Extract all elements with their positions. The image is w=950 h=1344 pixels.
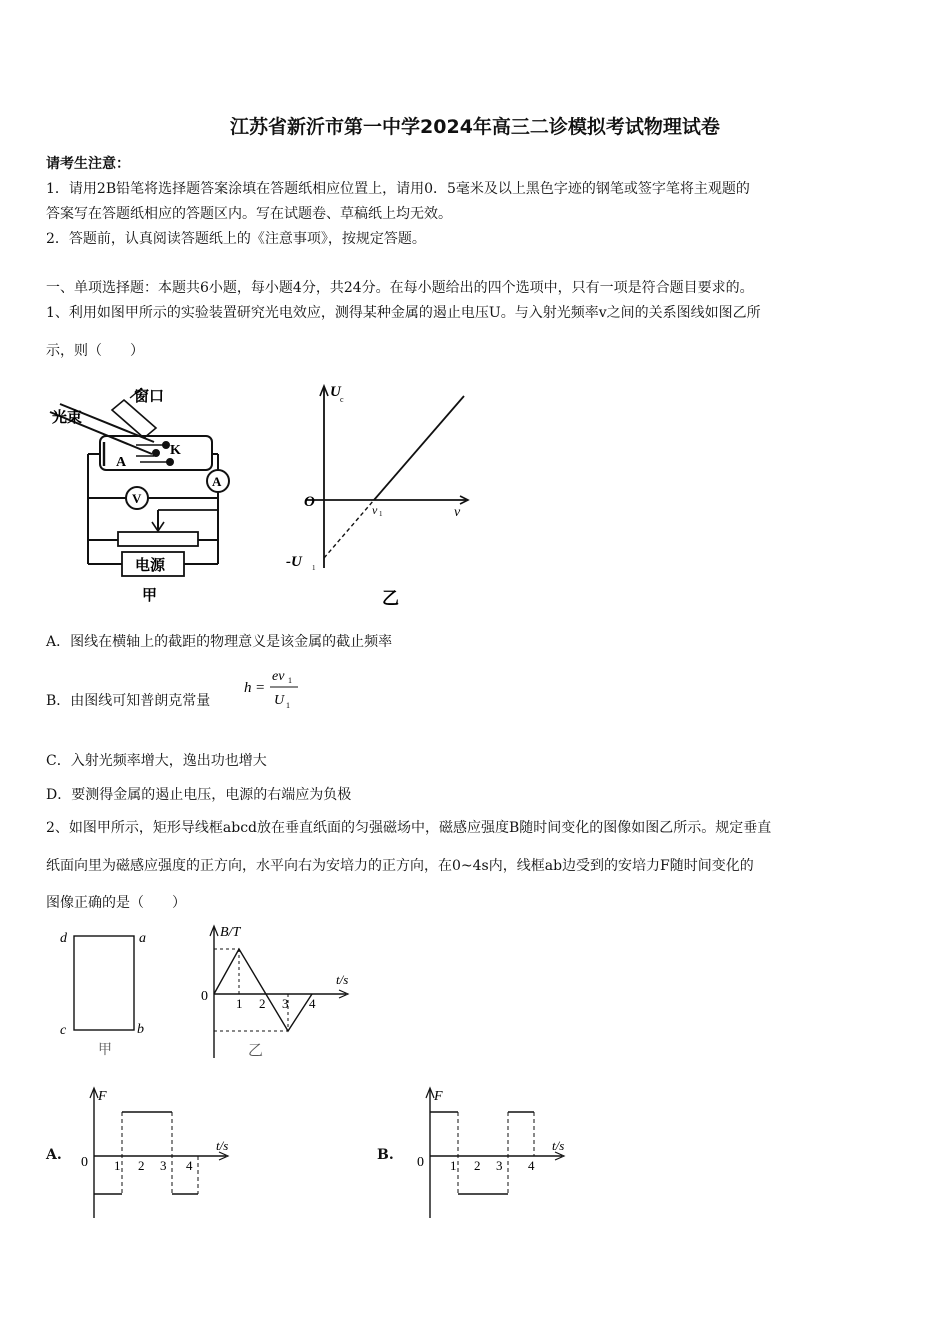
notice-line-2: 答案写在答题纸相应的答题区内。写在试题卷、草稿纸上均无效。 xyxy=(46,206,452,222)
q2-stem-line-1: 2、如图甲所示，矩形导线框abcd放在垂直纸面的匀强磁场中，磁感应强度B随时间变化的图像如图乙所示。规定垂直 xyxy=(46,820,772,836)
svg-text:t/s: t/s xyxy=(336,972,349,987)
label-Uc: U xyxy=(330,384,341,400)
q1-option-B: B．由图线可知普朗克常量 xyxy=(46,693,211,709)
loop-abcd xyxy=(74,936,134,1030)
svg-text:4: 4 xyxy=(186,1158,193,1173)
svg-text:=: = xyxy=(256,680,265,696)
label-window: 窗口 xyxy=(134,389,165,405)
rheostat xyxy=(118,532,198,546)
svg-text:b: b xyxy=(137,1022,144,1037)
q2-option-B-label: B. xyxy=(377,1147,394,1163)
svg-text:t/s: t/s xyxy=(216,1138,229,1153)
label-v-axis: v xyxy=(454,505,461,520)
q1-stem-line-1: 1、利用如图甲所示的实验装置研究光电效应，测得某种金属的遏止电压U。与入射光频率v之间的关系图线如图乙所 xyxy=(46,305,761,321)
notice-heading: 请考生注意： xyxy=(46,156,130,172)
svg-text:2: 2 xyxy=(474,1158,481,1173)
q1-option-B-formula xyxy=(242,664,304,716)
caption-jia: 甲 xyxy=(142,588,158,604)
svg-text:3: 3 xyxy=(496,1158,503,1173)
graph-line-extension xyxy=(324,500,374,558)
svg-text:3: 3 xyxy=(160,1158,167,1173)
svg-text:d: d xyxy=(60,931,67,946)
label-source: 电源 xyxy=(135,558,166,574)
svg-text:F: F xyxy=(98,1089,107,1104)
svg-text:h: h xyxy=(244,680,252,696)
q1-stem-line-2: 示，则（ ） xyxy=(46,343,144,359)
svg-text:甲: 甲 xyxy=(98,1043,112,1058)
label-K: K xyxy=(170,443,181,458)
svg-text:1: 1 xyxy=(450,1158,457,1173)
label-origin: O xyxy=(304,494,315,510)
svg-text:ev: ev xyxy=(272,669,285,684)
svg-text:乙: 乙 xyxy=(248,1043,264,1059)
q2-option-B-graph xyxy=(412,1084,582,1222)
svg-text:1: 1 xyxy=(236,996,243,1011)
svg-text:1: 1 xyxy=(286,701,290,710)
label-neg-U1-sub: 1 xyxy=(312,564,316,572)
label-neg-U1: -U xyxy=(286,554,302,570)
svg-text:c: c xyxy=(60,1023,67,1038)
svg-text:4: 4 xyxy=(309,996,316,1011)
window-tube xyxy=(112,400,156,438)
svg-text:0: 0 xyxy=(201,989,208,1004)
q2-stem-line-3: 图像正确的是（ ） xyxy=(46,895,186,911)
svg-text:0: 0 xyxy=(81,1155,88,1170)
ammeter-label: A xyxy=(212,474,222,489)
svg-text:U: U xyxy=(274,693,285,708)
page-title: 江苏省新沂市第一中学2024年高三二诊模拟考试物理试卷 xyxy=(230,116,720,138)
voltmeter-label: V xyxy=(132,491,142,506)
q1-option-A: A．图线在横轴上的截距的物理意义是该金属的截止频率 xyxy=(46,634,393,650)
graph-line xyxy=(374,396,464,500)
label-v1: v xyxy=(372,503,378,517)
q2-stem-line-2: 纸面向里为磁感应强度的正方向，水平向右为安培力的正方向，在0~4s内，线框ab边受到的安培力F随时间变化的 xyxy=(46,858,754,874)
svg-text:B/T: B/T xyxy=(220,925,241,940)
svg-text:a: a xyxy=(139,931,146,946)
svg-text:t/s: t/s xyxy=(552,1138,565,1153)
label-A-electrode: A xyxy=(116,455,127,470)
q1-option-D: D．要测得金属的遏止电压，电源的右端应为负极 xyxy=(46,787,352,803)
q2-figure-yi xyxy=(196,922,366,1060)
label-Uc-sub: c xyxy=(340,395,344,404)
svg-text:4: 4 xyxy=(528,1158,535,1173)
svg-text:F: F xyxy=(434,1089,443,1104)
notice-line-3: 2．答题前，认真阅读答题纸上的《注意事项》，按规定答题。 xyxy=(46,231,426,247)
svg-text:3: 3 xyxy=(282,996,289,1011)
label-v1-sub: 1 xyxy=(379,510,383,518)
q2-option-A-label: A. xyxy=(46,1147,62,1163)
notice-line-1: 1．请用2B铅笔将选择题答案涂填在答题纸相应位置上，请用0．5毫米及以上黑色字迹的钢笔或签字笔将主观题的 xyxy=(46,181,750,197)
q1-figure-jia xyxy=(48,384,248,606)
caption-yi: 乙 xyxy=(382,589,399,608)
svg-text:1: 1 xyxy=(288,676,292,685)
svg-text:1: 1 xyxy=(114,1158,121,1173)
svg-text:0: 0 xyxy=(417,1155,424,1170)
label-beam: 光束 xyxy=(52,410,83,426)
q1-figure-yi xyxy=(282,382,482,608)
b-t-curve xyxy=(214,949,312,1031)
q1-option-C: C．入射光频率增大，逸出功也增大 xyxy=(46,753,267,769)
q2-option-A-graph xyxy=(76,1084,246,1222)
section-heading: 一、单项选择题：本题共6小题，每小题4分，共24分。在每小题给出的四个选项中，只有一项是符合题目要求的。 xyxy=(46,280,754,296)
svg-text:2: 2 xyxy=(138,1158,145,1173)
svg-text:2: 2 xyxy=(259,996,266,1011)
q2-figure-jia xyxy=(56,924,156,1058)
